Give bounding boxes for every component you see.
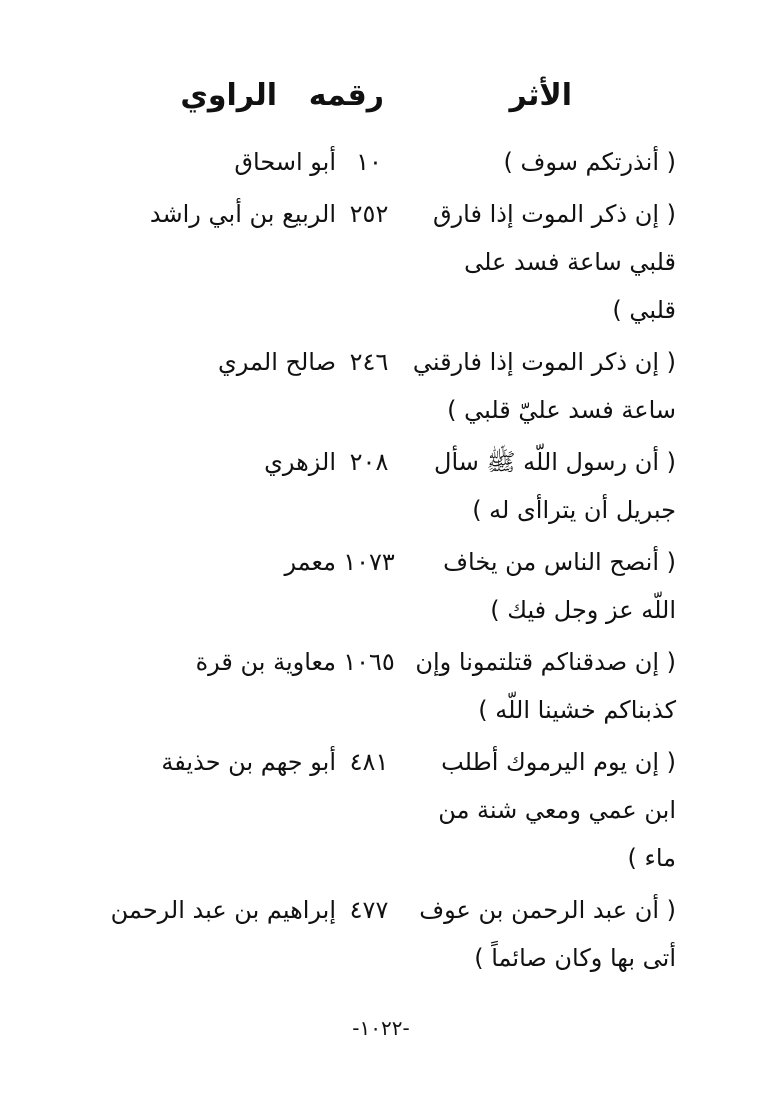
- entry-narrator: إبراهيم بن عبد الرحمن: [110, 896, 336, 924]
- entry-number: ٤٨١: [349, 748, 389, 776]
- table-row: [0, 538, 762, 638]
- entry-line-row: [0, 438, 762, 486]
- athar-text-line: ( أن عبد الرحمن بن عوف: [419, 896, 676, 924]
- entry-number: ١٠: [356, 148, 382, 176]
- entry-number: ٢٠٨: [349, 448, 389, 476]
- athar-text-line: اللّه عز وجل فيك ): [490, 596, 676, 624]
- table-row: [0, 438, 762, 538]
- entry-line-row: [0, 338, 762, 386]
- entry-narrator: الزهري: [264, 448, 336, 476]
- athar-text-line: جبريل أن يتراأى له ): [472, 496, 676, 524]
- athar-text-line: ماء ): [627, 844, 676, 872]
- entry-line-row: [0, 638, 762, 686]
- table-row: [0, 738, 762, 886]
- entry-line-row: [0, 538, 762, 586]
- athar-text-line: ابن عمي ومعي شنة من: [438, 796, 676, 824]
- athar-text-line: ساعة فسد عليّ قلبي ): [447, 396, 676, 424]
- entry-line-row: [0, 286, 762, 334]
- entry-number: ٢٤٦: [349, 348, 389, 376]
- entries-list: [0, 138, 762, 986]
- entry-narrator: معمر: [284, 548, 336, 576]
- table-row: [0, 886, 762, 986]
- table-row: [0, 638, 762, 738]
- entry-line-row: [0, 738, 762, 786]
- athar-text-line: أتى بها وكان صائماً ): [474, 944, 676, 972]
- entry-line-row: [0, 386, 762, 434]
- entry-line-row: [0, 138, 762, 186]
- athar-text-line: كذبناكم خشينا اللّه ): [478, 696, 676, 724]
- athar-text-line: ( إن يوم اليرموك أطلب: [441, 748, 676, 776]
- entry-line-row: [0, 238, 762, 286]
- entry-line-row: [0, 786, 762, 834]
- page-number: -١٠٢٢-: [352, 1016, 410, 1040]
- table-row: [0, 338, 762, 438]
- entry-narrator: معاوية بن قرة: [195, 648, 336, 676]
- entry-line-row: [0, 686, 762, 734]
- entry-narrator: صالح المري: [217, 348, 336, 376]
- athar-text-line: ( أنصح الناس من يخاف: [443, 548, 676, 576]
- entry-line-row: [0, 586, 762, 634]
- athar-text-line: قلبي ساعة فسد على: [464, 248, 676, 276]
- athar-text-line: ( أن رسول اللّه ﷺ سأل: [434, 448, 676, 476]
- entry-line-row: [0, 486, 762, 534]
- athar-text-line: ( أنذرتكم سوف ): [503, 148, 676, 176]
- entry-number: ٤٧٧: [349, 896, 389, 924]
- entry-line-row: [0, 886, 762, 934]
- table-row: [0, 138, 762, 190]
- athar-text-line: ( إن ذكر الموت إذا فارق: [432, 200, 676, 228]
- entry-line-row: [0, 834, 762, 882]
- athar-text-line: ( إن صدقناكم قتلتمونا وإن: [415, 648, 676, 676]
- entry-narrator: أبو جهم بن حذيفة: [161, 748, 336, 776]
- entry-number: ١٠٦٥: [343, 648, 395, 676]
- entry-narrator: أبو اسحاق: [234, 148, 336, 176]
- header-rawi: الراوي: [180, 78, 277, 113]
- athar-text-line: ( إن ذكر الموت إذا فارقني: [412, 348, 676, 376]
- header-raqm: رقمه: [308, 78, 384, 113]
- entry-line-row: [0, 190, 762, 238]
- athar-text-line: قلبي ): [612, 296, 676, 324]
- entry-number: ٢٥٢: [349, 200, 389, 228]
- entry-line-row: [0, 934, 762, 982]
- table-row: [0, 190, 762, 338]
- table-header: [0, 78, 762, 128]
- header-athar: الأثر: [509, 78, 572, 113]
- entry-narrator: الربيع بن أبي راشد: [149, 200, 336, 228]
- entry-number: ١٠٧٣: [343, 548, 395, 576]
